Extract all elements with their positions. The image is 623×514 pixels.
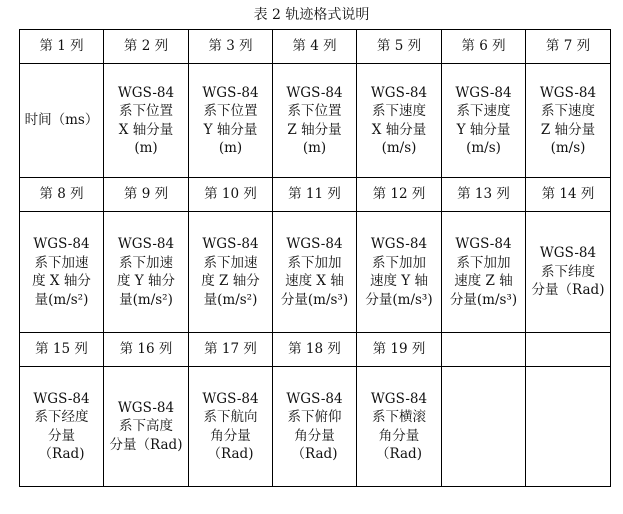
table-cell: WGS-84 系下加速 度 Z 轴分 量(m/s²) (189, 212, 273, 333)
table-caption: 表 2 轨迹格式说明 (253, 7, 370, 23)
table-cell: WGS-84 系下加加 速度 Y 轴 分量(m/s³) (357, 212, 442, 333)
column-header: 第 8 列 (20, 178, 104, 212)
table-cell: WGS-84 系下经度 分量 （Rad) (20, 367, 104, 487)
table-cell: WGS-84 系下横滚 角分量 （Rad) (357, 367, 442, 487)
column-header: 第 1 列 (20, 30, 104, 64)
table-cell: WGS-84 系下加速 度 X 轴分 量(m/s²) (20, 212, 104, 333)
table-cell: WGS-84 系下位置 Y 轴分量 (m) (189, 64, 273, 178)
table-cell: WGS-84 系下速度 Z 轴分量 (m/s) (526, 64, 611, 178)
table-cell: WGS-84 系下航向 角分量 （Rad) (189, 367, 273, 487)
table-cell: WGS-84 系下位置 Z 轴分量 (m) (273, 64, 357, 178)
column-header: 第 16 列 (104, 333, 189, 367)
column-header: 第 13 列 (442, 178, 526, 212)
table-cell: 时间（ms） (20, 64, 104, 178)
column-header: 第 14 列 (526, 178, 611, 212)
table-cell: WGS-84 系下位置 X 轴分量 (m) (104, 64, 189, 178)
column-header: 第 11 列 (273, 178, 357, 212)
description-row-1 (20, 64, 611, 178)
column-header: 第 19 列 (357, 333, 442, 367)
table-cell: WGS-84 系下速度 Y 轴分量 (m/s) (442, 64, 526, 178)
table-cell: WGS-84 系下纬度 分量（Rad) (526, 212, 611, 333)
column-header: 第 12 列 (357, 178, 442, 212)
column-header: 第 10 列 (189, 178, 273, 212)
header-row-1 (20, 30, 611, 64)
empty-header-cell (442, 333, 526, 367)
table-cell: WGS-84 系下速度 X 轴分量 (m/s) (357, 64, 442, 178)
description-row-3 (20, 367, 611, 487)
table-cell: WGS-84 系下加加 速度 Z 轴 分量(m/s³) (442, 212, 526, 333)
table-cell: WGS-84 系下高度 分量（Rad) (104, 367, 189, 487)
column-header: 第 15 列 (20, 333, 104, 367)
column-header: 第 2 列 (104, 30, 189, 64)
description-row-2 (20, 212, 611, 333)
column-header: 第 18 列 (273, 333, 357, 367)
table-cell: WGS-84 系下俯仰 角分量 （Rad) (273, 367, 357, 487)
empty-table-cell (526, 367, 611, 487)
table-cell: WGS-84 系下加速 度 Y 轴分 量(m/s²) (104, 212, 189, 333)
header-row-2 (20, 178, 611, 212)
empty-table-cell (442, 367, 526, 487)
column-header: 第 17 列 (189, 333, 273, 367)
column-header: 第 6 列 (442, 30, 526, 64)
column-header: 第 9 列 (104, 178, 189, 212)
empty-header-cell (526, 333, 611, 367)
column-header: 第 5 列 (357, 30, 442, 64)
trajectory-format-table (19, 29, 611, 487)
table-cell: WGS-84 系下加加 速度 X 轴 分量(m/s³) (273, 212, 357, 333)
column-header: 第 3 列 (189, 30, 273, 64)
column-header: 第 4 列 (273, 30, 357, 64)
header-row-3 (20, 333, 611, 367)
column-header: 第 7 列 (526, 30, 611, 64)
